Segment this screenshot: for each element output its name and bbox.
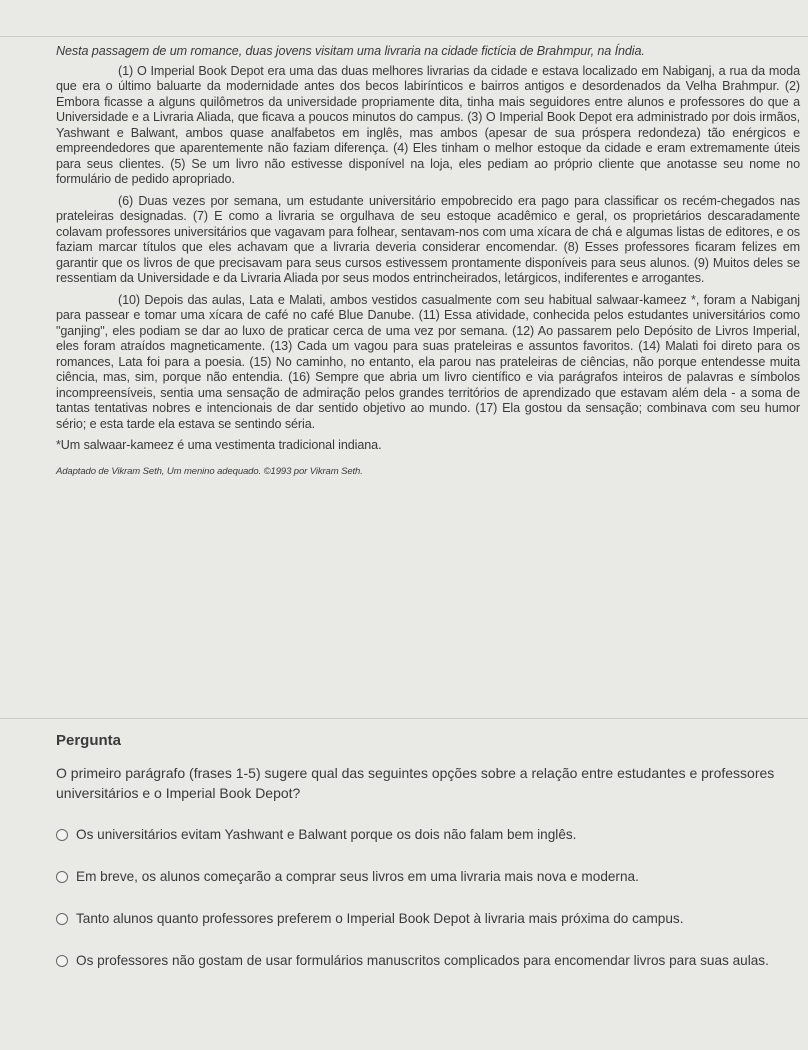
top-rule [0, 36, 808, 37]
question-heading: Pergunta [56, 732, 122, 749]
radio-button-icon[interactable] [56, 829, 68, 841]
answer-option-2[interactable] [56, 867, 808, 886]
answer-option-label: Os professores não gostam de usar formulários manuscritos complicados para encomendar livros para suas aulas. [76, 953, 769, 968]
question-section [56, 732, 808, 993]
passage-paragraph-1: (1) O Imperial Book Depot era uma das duas melhores livrarias da cidade e estava localizado em Nabiganj, a rua da moda que era o último baluarte da modernidade antes dos becos labirínticos e bairros antigos e desordenados da Velha Brahmpur. (2) Embora ficasse a alguns quilômetros da universidade propriamente dita, tinha mais seguidores entre alunos e professores do que a Universidade e a Livraria Aliada, que ficava a poucos minutos do campus. (3) O Imperial Book Depot era administrado por dois irmãos, Yashwant e Balwant, ambos quase analfabetos em inglês, mas ambos (apesar de sua próspera redondeza) tão enérgicos e empreendedores que aparentemente não faziam diferença. (4) Eles tinham o melhor estoque da cidade e eram extremamente úteis para seus clientes. (5) Se um livro não estivesse disponível na loja, eles pediam ao próprio cliente que anotasse seu nome no formulário de pedido apropriado. [56, 63, 800, 186]
answer-option-label: Tanto alunos quanto professores preferem o Imperial Book Depot à livraria mais próxima do campus. [76, 911, 684, 926]
passage-paragraph-2: (6) Duas vezes por semana, um estudante universitário empobrecido era pago para classificar os recém-chegados nas prateleiras designadas. (7) E como a livraria se orgulhava de seu estoque acadêmico e geral, os proprietários descaradamente colavam professores universitários que vagavam para folhear, sentavam-nos com uma xícara de chá e algumas listas de editores, e os faziam marcar títulos que eles achavam que a livraria deveria considerar encomendar. (8) Esses professores ficaram felizes em garantir que os livros de que precisavam para seus cursos estivessem prontamente disponíveis para seus alunos. (9) Muitos deles se ressentiam da Universidade e da Livraria Aliada por seus modos entrincheirados, letárgicos, indiferentes e arrogantes. [56, 193, 800, 285]
passage-intro: Nesta passagem de um romance, duas jovens visitam uma livraria na cidade fictícia de Brahmpur, na Índia. [56, 44, 645, 58]
radio-button-icon[interactable] [56, 871, 68, 883]
radio-button-icon[interactable] [56, 913, 68, 925]
answer-option-label: Os universitários evitam Yashwant e Balwant porque os dois não falam bem inglês. [76, 827, 577, 842]
passage-citation: Adaptado de Vikram Seth, Um menino adequado. ©1993 por Vikram Seth. [56, 465, 363, 477]
radio-button-icon[interactable] [56, 955, 68, 967]
reading-passage [56, 44, 800, 485]
answer-option-3[interactable] [56, 909, 808, 928]
question-text: O primeiro parágrafo (frases 1-5) sugere qual das seguintes opções sobre a relação entre estudantes e professores universitários e o Imperial Book Depot? [56, 765, 775, 801]
answer-option-4[interactable] [56, 951, 808, 970]
passage-paragraph-3: (10) Depois das aulas, Lata e Malati, ambos vestidos casualmente com seu habitual salwaar-kameez *, foram a Nabiganj para passear e tomar uma xícara de café no café Blue Danube. (11) Essa atividade, conhecida pelos estudantes universitários como "ganjing", eles podiam se dar ao luxo de praticar cerca de uma vez por semana. (12) Ao passarem pelo Depósito de Livros Imperial, eles foram atraídos magneticamente. (13) Cada um vagou para suas prateleiras e assuntos favoritos. (14) Malati foi direto para os romances, Lata foi para a poesia. (15) No caminho, no entanto, ela parou nas prateleiras de ciências, não porque entendesse muita ciência, mas, sim, porque não entendia. (16) Sempre que abria um livro científico e via parágrafos inteiros de palavras e símbolos incompreensíveis, sentia uma sensação de admiração pelos grandes territórios de aprendizado que estavam além dela - a soma de tantas tentativas nobres e intencionais de dar sentido objetivo ao mundo. (17) Ela gostou da sensação; combinava com seu humor sério; e esta tarde ela estava se sentindo séria. [56, 292, 800, 431]
answer-option-1[interactable] [56, 825, 808, 844]
answer-option-label: Em breve, os alunos começarão a comprar seus livros em uma livraria mais nova e moderna. [76, 869, 639, 884]
section-divider [0, 718, 808, 719]
passage-footnote: *Um salwaar-kameez é uma vestimenta tradicional indiana. [56, 438, 382, 452]
